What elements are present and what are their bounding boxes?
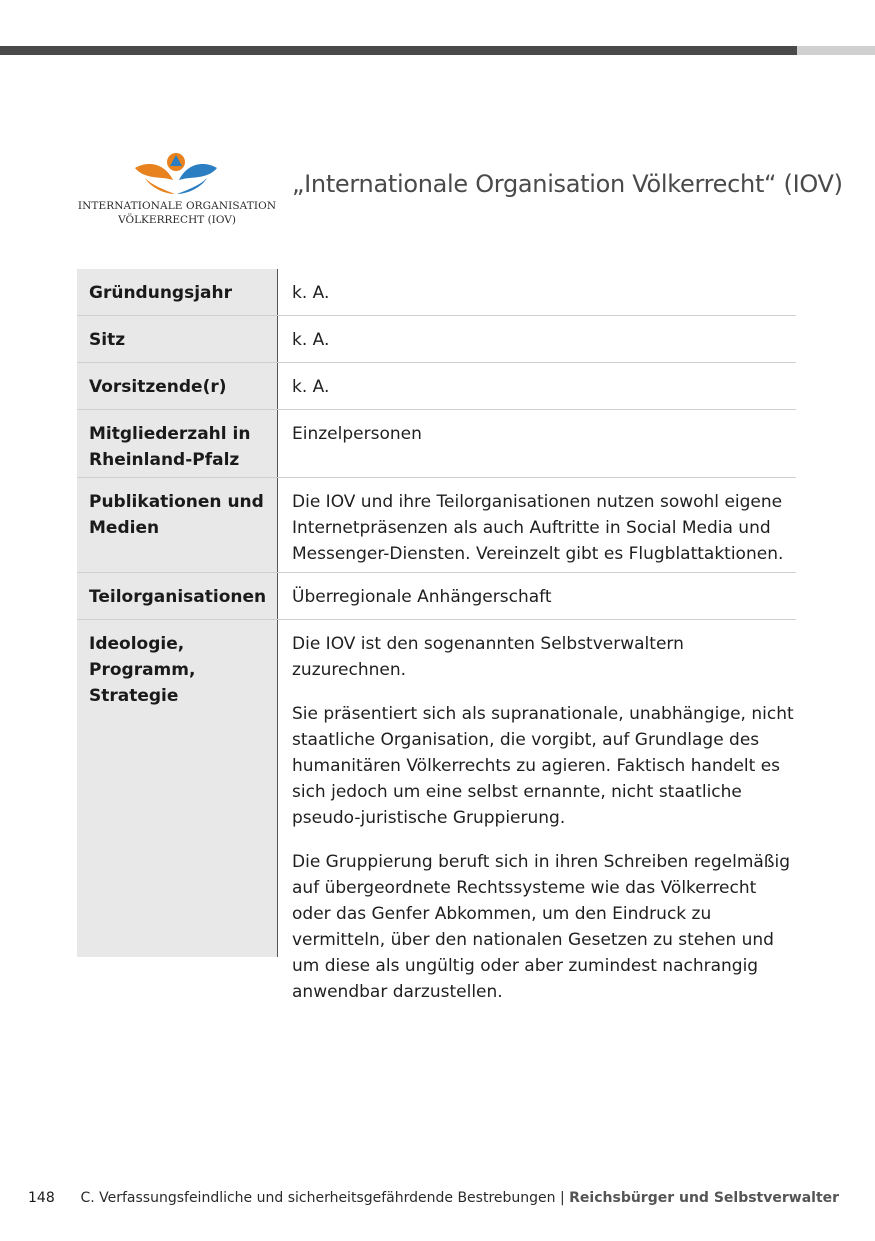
row-label: Mitgliederzahl in Rheinland-Pfalz xyxy=(77,410,278,477)
row-value-text: Überregionale Anhängerschaft xyxy=(292,587,552,607)
row-value-text: Einzelpersonen xyxy=(292,424,422,444)
page-title: „Internationale Organisation Völkerrecht“ (IOV) xyxy=(292,170,843,198)
row-value-text: Die IOV und ihre Teilorganisationen nutzen sowohl eigene Internetpräsenzen als auch Auftritte in Social Media und Messenger-Diensten. Vereinzelt gibt es Flugblattaktionen. xyxy=(292,492,784,564)
table-row xyxy=(77,478,796,573)
fact-table xyxy=(77,269,796,1002)
row-value xyxy=(278,573,796,619)
footer-section: Reichsbürger und Selbstverwalter xyxy=(569,1190,840,1206)
row-value xyxy=(278,410,796,477)
row-label: Ideologie, Programm, Strategie xyxy=(77,620,278,957)
iov-emblem-icon xyxy=(131,150,221,198)
iov-logo xyxy=(76,150,278,230)
row-value-text: k. A. xyxy=(292,330,330,350)
row-value xyxy=(278,316,796,362)
row-value-paragraph: Die IOV ist den sogenannten Selbstverwaltern zuzurechnen. xyxy=(292,634,684,680)
row-label: Sitz xyxy=(77,316,278,362)
footer-chapter: C. Verfassungsfeindliche und sicherheitsgefährdende Bestrebungen | xyxy=(80,1190,565,1206)
table-row xyxy=(77,573,796,620)
row-label: Publikationen und Medien xyxy=(77,478,278,572)
page-number: 148 xyxy=(28,1190,55,1206)
row-label: Vorsitzende(r) xyxy=(77,363,278,409)
table-row xyxy=(77,410,796,478)
row-value-paragraph: Die Gruppierung beruft sich in ihren Schreiben regelmäßig auf übergeordnete Rechtssysteme wie das Völkerrecht oder das Genfer Abkommen, um den Eindruck zu vermitteln, über den nationalen Gesetzen zu stehen und um diese als ungültig oder aber zumindest nachrangig anwendbar darzustellen. xyxy=(292,852,791,1002)
row-value-paragraph: Sie präsentiert sich als supranationale, unabhängige, nicht staatliche Organisation, die vorgibt, auf Grundlage des humanitären Völkerrechts zu agieren. Faktisch handelt es sich jedoch um eine selbst ernannte, nicht staatliche pseudo-juristische Gruppierung. xyxy=(292,704,794,828)
row-value-text: k. A. xyxy=(292,283,330,303)
row-label: Teilorganisationen xyxy=(77,573,278,619)
table-row xyxy=(77,620,796,1002)
table-row xyxy=(77,316,796,363)
row-value-text: k. A. xyxy=(292,377,330,397)
header-rule-light xyxy=(797,46,875,55)
row-value xyxy=(278,478,796,572)
header-rule-dark xyxy=(0,46,797,55)
row-value xyxy=(278,269,796,315)
page-footer xyxy=(28,1190,839,1206)
row-value xyxy=(278,363,796,409)
logo-text-line2: VÖLKERRECHT (IOV) xyxy=(118,214,236,226)
table-row xyxy=(77,269,796,316)
table-row xyxy=(77,363,796,410)
row-value xyxy=(278,620,796,1002)
logo-text-line1: INTERNATIONALE ORGANISATION xyxy=(77,200,277,212)
row-label: Gründungsjahr xyxy=(77,269,278,315)
